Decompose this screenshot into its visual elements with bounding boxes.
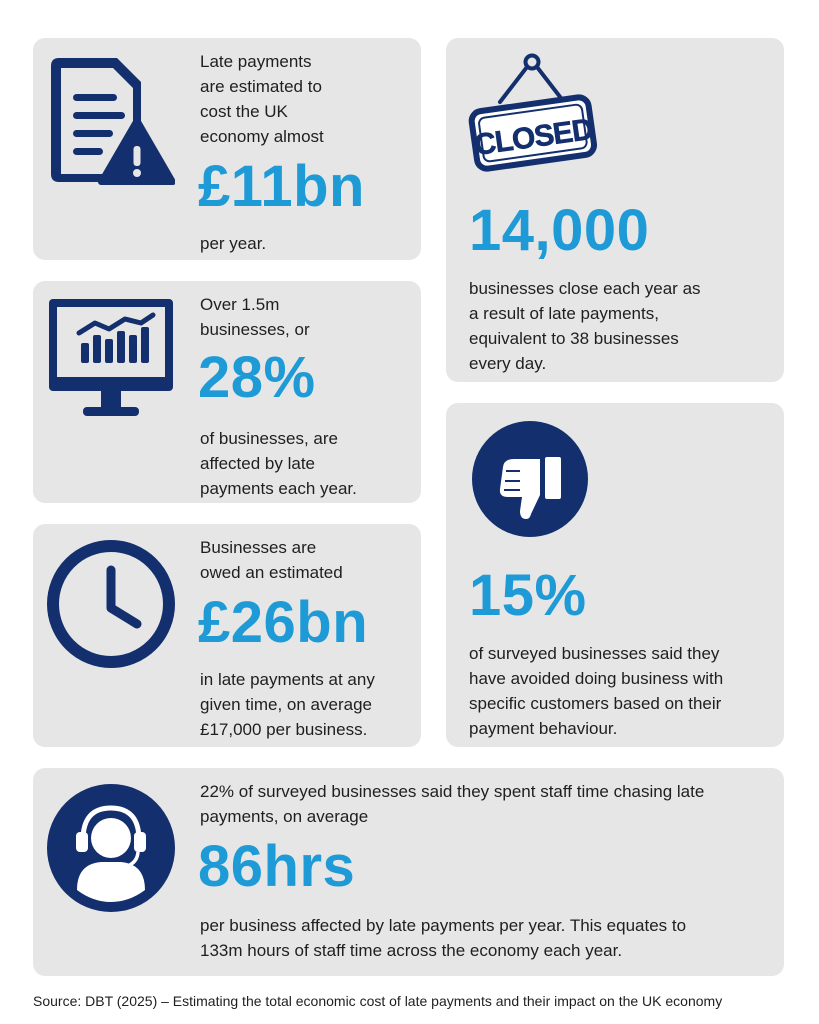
owed-intro bbox=[200, 535, 343, 585]
cost-intro bbox=[200, 49, 324, 149]
staff-time-intro bbox=[200, 779, 704, 829]
cost-intro-line: Late payments bbox=[200, 52, 312, 71]
cost-intro-line: economy almost bbox=[200, 127, 324, 146]
owed-outro bbox=[200, 667, 375, 742]
staff-time-outro-line: per business affected by late payments per year. This equates to bbox=[200, 916, 687, 935]
owed-intro-line: owed an estimated bbox=[200, 563, 343, 582]
thumbs-down-icon bbox=[470, 419, 590, 539]
closures-outro-line: a result of late payments, bbox=[469, 304, 659, 323]
cost-stat: £11bn bbox=[198, 154, 365, 219]
avoided-outro-line: have avoided doing business with bbox=[469, 669, 724, 688]
affected-stat: 28% bbox=[198, 345, 316, 410]
cost-outro: per year. bbox=[200, 234, 267, 253]
card-staff-time bbox=[33, 768, 784, 976]
owed-outro-line: £17,000 per business. bbox=[200, 720, 368, 739]
card-cost bbox=[33, 38, 421, 260]
affected-intro bbox=[200, 292, 310, 342]
closed-sign-icon bbox=[466, 52, 600, 178]
staff-time-outro bbox=[200, 913, 686, 963]
affected-intro-line: businesses, or bbox=[200, 320, 310, 339]
affected-intro-line: Over 1.5m bbox=[200, 295, 280, 314]
cost-intro-line: cost the UK bbox=[200, 102, 288, 121]
document-warning-icon bbox=[45, 56, 175, 186]
avoided-outro-line: specific customers based on their bbox=[469, 694, 722, 713]
card-affected bbox=[33, 281, 421, 503]
card-owed bbox=[33, 524, 421, 747]
closures-outro-line: equivalent to 38 businesses bbox=[469, 329, 679, 348]
staff-time-intro-line: 22% of surveyed businesses said they spent staff time chasing late bbox=[200, 782, 705, 801]
closed-sign-text: CLOSED bbox=[472, 112, 595, 163]
staff-time-outro-line: 133m hours of staff time across the economy each year. bbox=[200, 941, 623, 960]
owed-intro-line: Businesses are bbox=[200, 538, 317, 557]
clock-icon bbox=[45, 538, 177, 670]
avoided-outro-line: of surveyed businesses said they bbox=[469, 644, 720, 663]
owed-stat: £26bn bbox=[198, 590, 369, 655]
closures-outro-line: businesses close each year as bbox=[469, 279, 701, 298]
card-avoided bbox=[446, 403, 784, 747]
card-closures bbox=[446, 38, 784, 382]
avoided-stat: 15% bbox=[469, 563, 587, 628]
staff-time-stat: 86hrs bbox=[198, 834, 356, 899]
staff-time-intro-line: payments, on average bbox=[200, 807, 369, 826]
affected-outro-line: of businesses, are bbox=[200, 429, 338, 448]
owed-outro-line: in late payments at any bbox=[200, 670, 375, 689]
monitor-chart-icon bbox=[45, 295, 177, 425]
closures-stat: 14,000 bbox=[469, 198, 650, 263]
headset-person-icon bbox=[45, 782, 177, 914]
closures-outro-line: every day. bbox=[469, 354, 547, 373]
affected-outro-line: payments each year. bbox=[200, 479, 357, 498]
cost-intro-line: are estimated to bbox=[200, 77, 322, 96]
closures-outro bbox=[469, 276, 701, 376]
avoided-outro-line: payment behaviour. bbox=[469, 719, 618, 738]
affected-outro bbox=[200, 426, 357, 501]
source-footnote: Source: DBT (2025) – Estimating the total economic cost of late payments and their impact on the UK economy bbox=[33, 993, 723, 1009]
owed-outro-line: given time, on average bbox=[200, 695, 372, 714]
avoided-outro bbox=[469, 641, 723, 741]
affected-outro-line: affected by late bbox=[200, 454, 315, 473]
